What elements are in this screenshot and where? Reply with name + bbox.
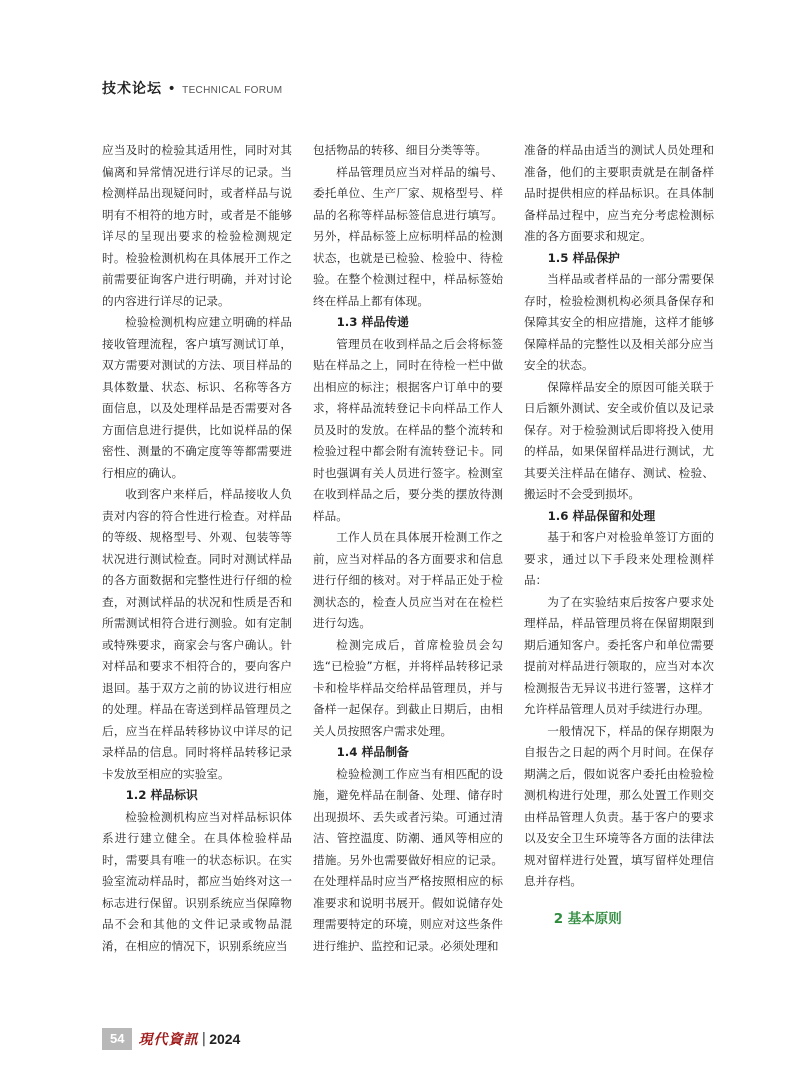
- paragraph: 收到客户来样后，样品接收人负责对内容的符合性进行检查。对样品的等级、规格型号、外观、包装等等状况进行测试检查。同时对测试样品的各方面数据和完整性进行仔细的检查，对测试样品的状况和性质是否和所需测试相符合进行测验。如有定制或特殊要求，商家会与客户确认。针对样品和要求不相符合的，要向客户退回。基于双方之前的协议进行相应的处理。样品在寄送到样品管理员之后，应当在样品转移协议中详尽的记录样品的信息。同时将样品转移记录卡发放至相应的实验室。: [102, 487, 292, 781]
- paragraph: 检验检测机构应当对样品标识体系进行建立健全。在具体检验样品时，需要具有唯一的状态标识。在实验室流动样品时，都应当始终对这一标志进行保留。识别系统应当保障物品不会和其他的文件记录或物品混淆，在相应的情况下，识别系统应当: [102, 809, 292, 953]
- section-heading-1-5: 1.5 样品保护: [547, 250, 620, 265]
- paragraph: 应当及时的检验其适用性，同时对其偏离和异常情况进行详尽的记录。当检测样品出现疑问时，或者样品与说明有不相符的地方时，或者是不能够详尽的呈现出要求的检验检测规定时。检验检测机构在具体展开工作之前需要征询客户进行明确，并对讨论的内容进行详尽的记录。: [102, 143, 292, 308]
- issue-year: 2024: [209, 1031, 241, 1047]
- page-footer: [102, 1027, 240, 1051]
- section-heading-1-4: 1.4 样品制备: [336, 745, 409, 759]
- section-heading-2: 2 基本原则: [553, 910, 622, 927]
- header-bullet: •: [167, 81, 177, 97]
- paragraph: 检验检测工作应当有相匹配的设施，避免样品在制备、处理、储存时出现损坏、丢失或者污染。可通过清洁、管控温度、防潮、通风等相应的措施。另外也需要做好相应的记录。在处理样品时应当严格按照相应的标准要求和说明书展开。假如说储存处理需要特定的环境，则应对这些条件进行维护、监控和记录。必须处理和: [313, 766, 503, 953]
- section-heading-1-3: 1.3 样品传递: [336, 315, 409, 329]
- paragraph: 检验检测机构应建立明确的样品接收管理流程，客户填写测试订单，双方需要对测试的方法、项目样品的具体数量、状态、标识、名称等各方面信息，以及处理样品是否需要对各方面信息进行提供，比如说样品的保密性、测量的不确定度等等都需要进行相应的确认。: [102, 315, 292, 480]
- paragraph: 包括物品的转移、细目分类等等。: [313, 143, 487, 157]
- paragraph: 当样品或者样品的一部分需要保存时，检验检测机构必须具备保存和保障其安全的相应措施，这样才能够保障样品的完整性以及相关部分应当安全的状态。: [524, 272, 714, 372]
- paragraph: 管理员在收到样品之后会将标签贴在样品之上，同时在待检一栏中做出相应的标注；根据客户订单中的要求，将样品流转登记卡向样品工作人员及时的发放。在样品的整个流转和检验过程中都会附有流转登记卡。同时也强调有关人员进行签字。检测室在收到样品之后，要分类的摆放待测样品。: [313, 336, 503, 523]
- footer-separator: |: [201, 1031, 207, 1047]
- column-left: [102, 140, 292, 957]
- section-heading-1-6: 1.6 样品保留和处理: [547, 508, 656, 523]
- journal-logo: 現代資訊: [138, 1032, 199, 1048]
- paragraph: 准备的样品由适当的测试人员处理和准备，他们的主要职责就是在制备样品时提供相应的样品标识。在具体制备样品过程中，应当充分考虑检测标准的各方面要求和规定。: [524, 143, 714, 243]
- column-right: [524, 140, 714, 931]
- running-header: [102, 78, 282, 98]
- page-number: 54: [102, 1028, 132, 1050]
- paragraph: 样品管理员应当对样品的编号、委托单位、生产厂家、规格型号、样品的名称等样品标签信息进行填写。另外，样品标签上应标明样品的检测状态，也就是已检验、检验中、待检验。在整个检测过程中，样品标签始终在样品上都有体现。: [313, 164, 503, 308]
- paragraph: 检测完成后，首席检验员会勾选“已检验”方框，并将样品转移记录卡和检毕样品交给样品管理员，并与备样一起保存。到截止日期后，由相关人员按照客户需求处理。: [313, 637, 503, 738]
- column-middle: [313, 140, 503, 957]
- header-title: 技术论坛: [102, 81, 162, 97]
- header-english-title: TECHNICAL FORUM: [182, 85, 283, 96]
- paragraph: 工作人员在具体展开检测工作之前，应当对样品的各方面要求和信息进行仔细的核对。对于样品正处于检测状态的，检查人员应当对在在检栏进行勾选。: [313, 530, 503, 630]
- paragraph: 一般情况下，样品的保存期限为自报告之日起的两个月时间。在保存期满之后，假如说客户委托由检验检测机构进行处理，那么处置工作则交由样品管理人负责。基于客户的要求以及安全卫生环境等各方面的法律法规对留样进行处置，填写留样处理信息并存档。: [524, 723, 714, 888]
- paragraph: 保障样品安全的原因可能关联于日后额外测试、安全或价值以及记录保存。对于检验测试后即将投入使用的样品，如果保留样品进行测试，尤其要关注样品在储存、测试、检验、搬运时不会受到损坏。: [524, 379, 714, 501]
- section-heading-1-2: 1.2 样品标识: [125, 788, 198, 802]
- paragraph: 基于和客户对检验单签订方面的要求，通过以下手段来处理检测样品：: [524, 530, 714, 587]
- paragraph: 为了在实验结束后按客户要求处理样品，样品管理员将在保留期限到期后通知客户。委托客户和单位需要提前对样品进行领取的，应当对本次检测报告无异议书进行签署，这样才允许样品管理人员对手续进行办理。: [524, 594, 714, 716]
